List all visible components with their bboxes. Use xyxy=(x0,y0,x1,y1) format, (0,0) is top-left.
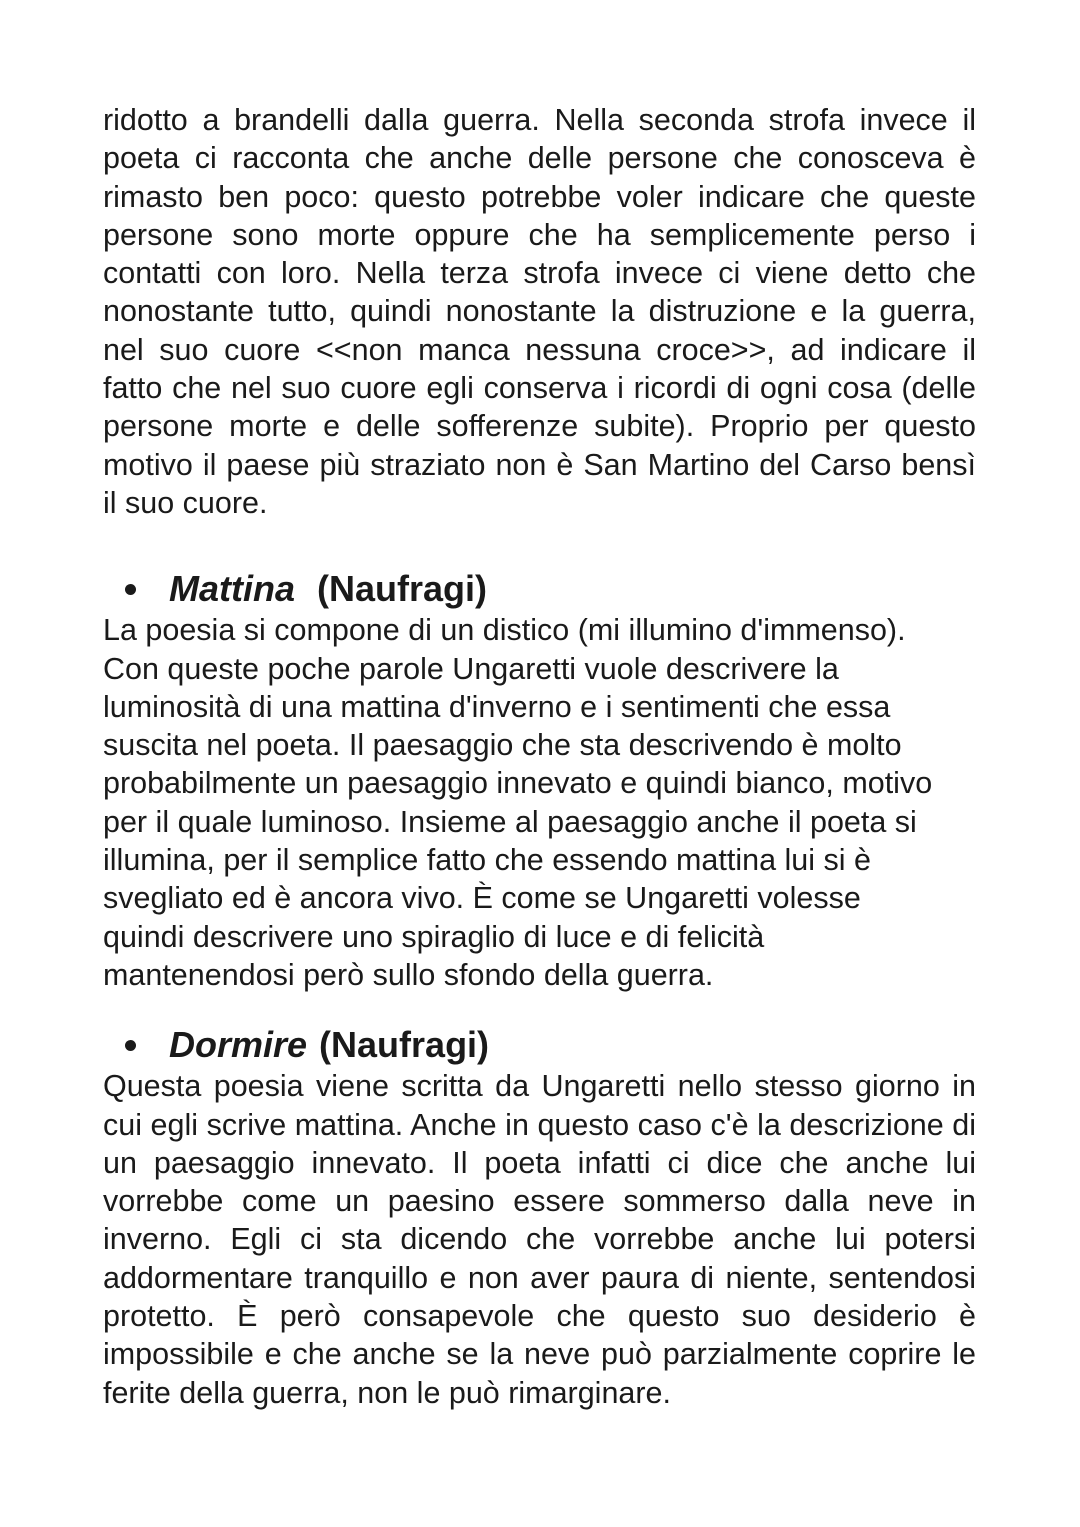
section-paragraph-dormire: Questa poesia viene scritta da Ungaretti nello stesso giorno in cui egli scrive mattina. Anche in questo caso c'è la descrizione di un paesaggio innevato. Il poeta infatti ci dice che anche lui vorrebbe come un paesino essere sommerso dalla neve in inverno. Egli ci sta dicendo che vorrebbe anche lui potersi addormentare tranquillo e non aver paura di niente, sentendosi protetto. È però consapevole che questo suo desiderio è impossibile e che anche se la neve può parzialmente coprire le ferite della guerra, non le può rimarginare. xyxy=(103,1069,976,1410)
intro-paragraph: ridotto a brandelli dalla guerra. Nella seconda strofa invece il poeta ci racconta che anche delle persone che conosceva è rimasto ben poco: questo potrebbe voler indicare che queste persone sono morte oppure che ha semplicemente perso i contatti con loro. Nella terza strofa invece ci viene detto che nonostante tutto, quindi nonostante la distruzione e la guerra, nel suo cuore <<non manca nessuna croce>>, ad indicare il fatto che nel suo cuore egli conserva i ricordi di ogni cosa (delle persone morte e delle sofferenze subite). Proprio per questo motivo il paese più straziato non è San Martino del Carso bensì il suo cuore. xyxy=(103,103,976,520)
bullet-icon xyxy=(125,1040,136,1051)
section-title: Mattina xyxy=(169,568,295,610)
section-title: Dormire xyxy=(169,1024,308,1066)
section-collection: (Naufragi) xyxy=(317,568,487,610)
document-page xyxy=(103,101,976,1412)
section-heading-mattina xyxy=(103,567,976,611)
section-collection: (Naufragi) xyxy=(319,1024,490,1066)
section-paragraph-mattina: La poesia si compone di un distico (mi illumino d'immenso). Con queste poche parole Ungaretti vuole descrivere la luminosità di una mattina d'inverno e i sentimenti che essa suscita nel poeta. Il paesaggio che sta descrivendo è molto probabilmente un paesaggio innevato e quindi bianco, motivo per il quale luminoso. Insieme al paesaggio anche il poeta si illumina, per il semplice fatto che essendo mattina lui si è svegliato ed è ancora vivo. È come se Ungaretti volesse quindi descrivere uno spiraglio di luce e di felicità mantenendosi però sullo sfondo della guerra. xyxy=(103,613,933,992)
bullet-icon xyxy=(125,584,136,595)
section-heading-dormire xyxy=(103,1023,976,1067)
